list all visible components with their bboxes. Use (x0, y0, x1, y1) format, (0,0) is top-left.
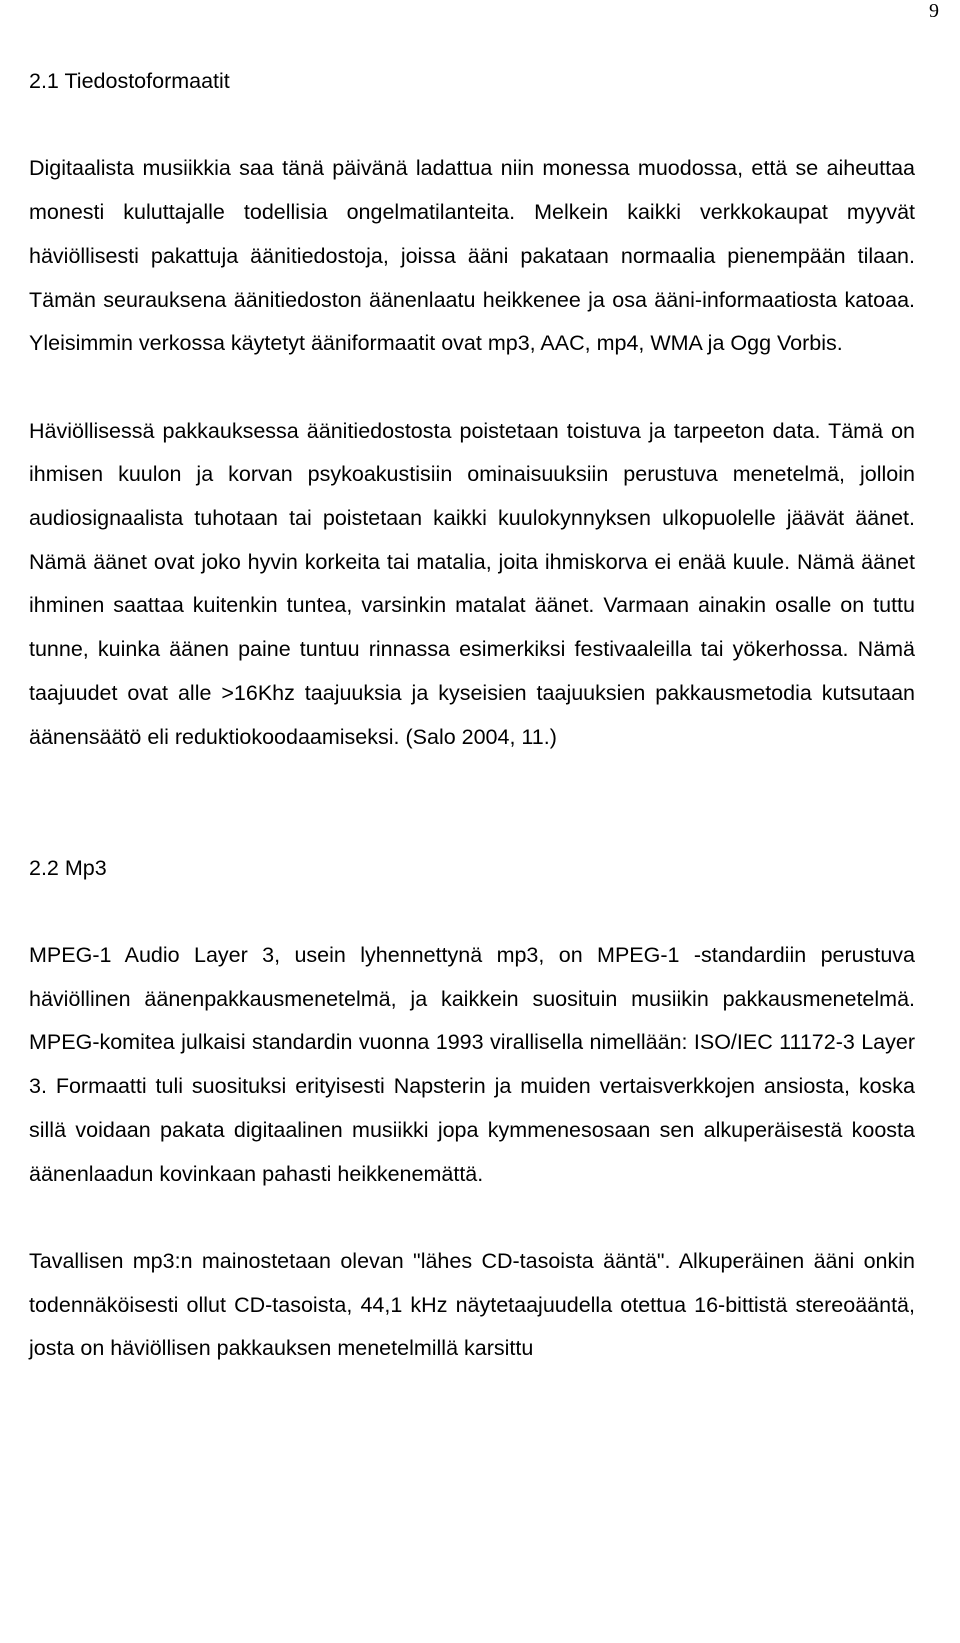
paragraph: MPEG-1 Audio Layer 3, usein lyhennettynä mp3, on MPEG-1 -standardiin perustuva häviöllinen äänenpakkausmenetelmä, ja kaikkein suosituin musiikin pakkausmenetelmä. MPEG-komitea julkaisi standardin vuonna 1993 virallisella nimellään: ISO/IEC 11172-3 Layer 3. Formaatti tuli suosituksi erityisesti Napsterin ja muiden vertaisverkkojen ansiosta, koska sillä voidaan pakata digitaalinen musiikki jopa kymmenesosaan sen alkuperäisestä koosta äänenlaadun kovinkaan pahasti heikkenemättä. (29, 943, 915, 1186)
paragraph: Digitaalista musiikkia saa tänä päivänä ladattua niin monessa muodossa, että se aiheuttaa monesti kuluttajalle todellisia ongelmatilanteita. Melkein kaikki verkkokaupat myyvät häviöllisesti pakattuja äänitiedostoja, joissa ääni pakataan normaalia pienempään tilaan. Tämän seurauksena äänitiedoston äänenlaatu heikkenee ja osa ääni-informaatiosta katoaa. Yleisimmin verkossa käytetyt ääniformaatit ovat mp3, AAC, mp4, WMA ja Ogg Vorbis. (29, 156, 915, 356)
spacer (29, 890, 915, 934)
spacer (29, 1196, 915, 1240)
page-number: 9 (929, 0, 939, 22)
paragraph: Häviöllisessä pakkauksessa äänitiedostosta poistetaan toistuva ja tarpeeton data. Tämä on ihmisen kuulon ja korvan psykoakustisiin ominaisuuksiin perustuva menetelmä, jolloin audiosignaalista tuhotaan tai poistetaan kaikki kuulokynnyksen ulkopuolelle jäävät äänet. Nämä äänet ovat joko hyvin korkeita tai matalia, joita ihmiskorva ei enää kuule. Nämä äänet ihminen saattaa kuitenkin tuntea, varsinkin matalat äänet. Varmaan ainakin osalle on tuttu tunne, kuinka äänen paine tuntuu rinnassa esimerkiksi festivaaleilla tai yökerhossa. Nämä taajuudet ovat alle >16Khz taajuuksia ja kyseisien taajuuksien pakkausmetodia kutsutaan äänensäätö eli reduktiokoodaamiseksi. (Salo 2004, 11.) (29, 418, 915, 749)
spacer (29, 759, 915, 846)
spacer (29, 366, 915, 410)
document-body (29, 60, 915, 1371)
section-heading-mp3: 2.2 Mp3 (29, 855, 107, 880)
paragraph: Tavallisen mp3:n mainostetaan olevan "lähes CD-tasoista ääntä". Alkuperäinen ääni onkin todennäköisesti ollut CD-tasoista, 44,1 kHz näytetaajuudella otettua 16-bittistä stereoääntä, josta on häviöllisen pakkauksen menetelmillä karsittu (29, 1248, 915, 1361)
spacer (29, 104, 915, 148)
section-heading-tiedostoformaatit: 2.1 Tiedostoformaatit (29, 69, 230, 93)
